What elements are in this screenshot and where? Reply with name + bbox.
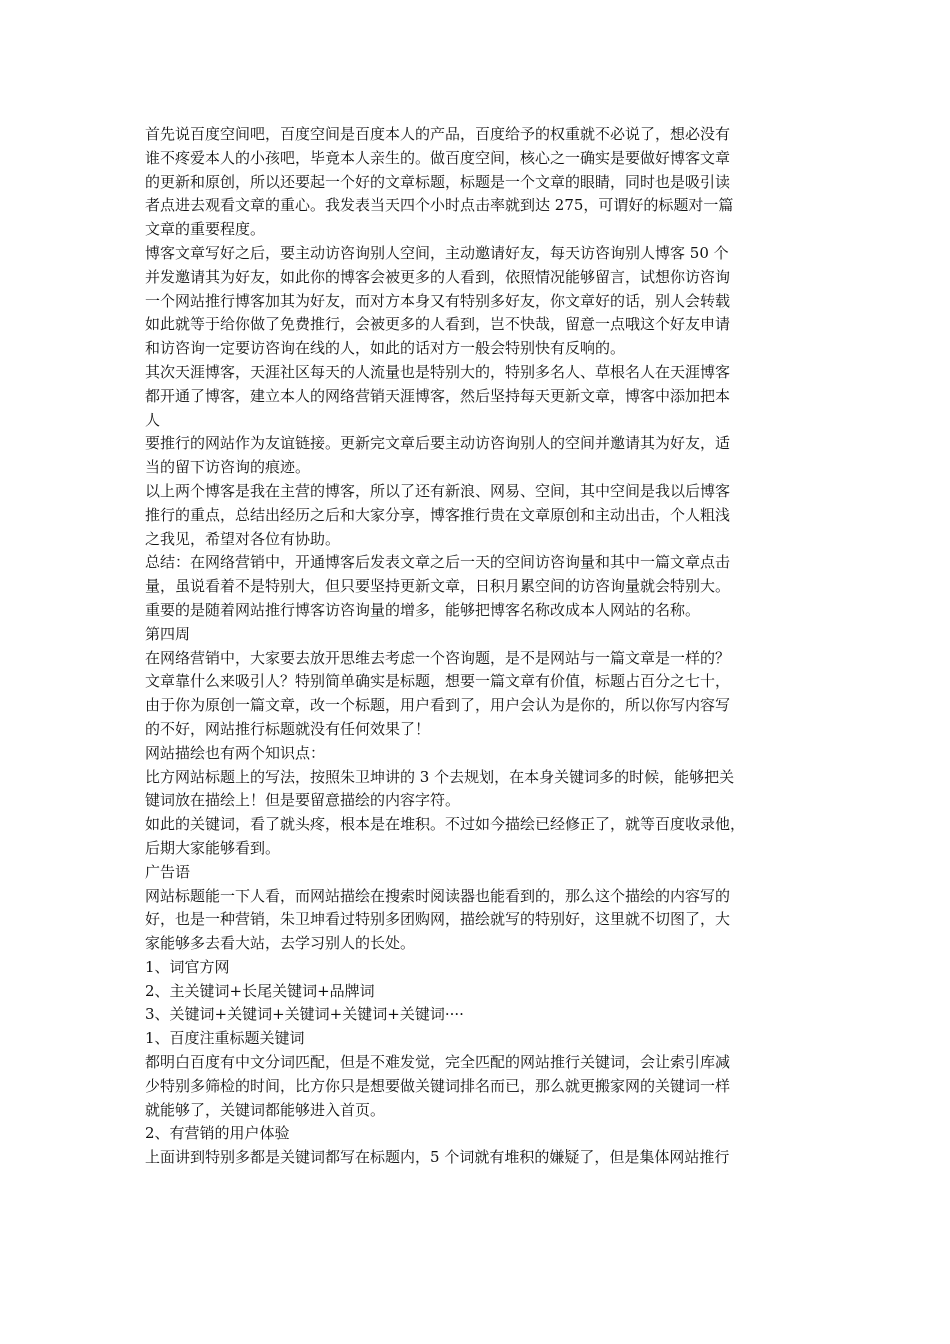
text-line: 后期大家能够看到。 (145, 838, 281, 857)
text-line: 者点进去观看文章的重心。我发表当天四个小时点击率就到达 275，可谓好的标题对一篇 (145, 196, 734, 215)
text-line: 广告语 (145, 862, 191, 881)
text-line: 上面讲到特别多都是关键词都写在标题内，5 个词就有堆积的嫌疑了，但是集体网站推行 (145, 1148, 730, 1167)
text-line: 2、有营销的用户体验 (145, 1124, 290, 1143)
text-line: 当的留下访咨询的痕迹。 (145, 458, 311, 477)
text-line: 如此就等于给你做了免费推行，会被更多的人看到，岂不快哉，留意一点哦这个好友申请 (145, 315, 731, 334)
text-line: 家能够多去看大站，去学习别人的长处。 (145, 934, 416, 953)
text-line: 重要的是随着网站推行博客访咨询量的增多，能够把博客名称改成本人网站的名称。 (145, 600, 701, 619)
text-line: 之我见，希望对各位有协助。 (145, 529, 341, 548)
text-line: 首先说百度空间吧，百度空间是百度本人的产品，百度给予的权重就不必说了，想必没有 (145, 125, 731, 143)
text-line: 文章靠什么来吸引人？特别简单确实是标题，想要一篇文章有价值，标题占百分之七十， (145, 672, 731, 691)
text-line: 文章的重要程度。 (145, 220, 266, 239)
text-line: 推行的重点，总结出经历之后和大家分享，博客推行贵在文章原创和主动出击，个人粗浅 (145, 505, 731, 524)
text-line: 谁不疼爱本人的小孩吧，毕竟本人亲生的。做百度空间，核心之一确实是要做好博客文章 (145, 148, 731, 167)
text-line: 人 (145, 410, 161, 429)
text-line: 其次天涯博客，天涯社区每天的人流量也是特别大的，特别多名人、草根名人在天涯博客 (145, 362, 731, 381)
text-line: 1、百度注重标题关键词 (145, 1029, 305, 1048)
text-line: 好，也是一种营销，朱卫坤看过特别多团购网，描绘就写的特别好，这里就不切图了，大 (145, 910, 731, 929)
text-line: 量，虽说看着不是特别大，但只要坚持更新文章，日积月累空间的访咨询量就会特别大。 (145, 577, 731, 596)
text-line: 并发邀请其为好友，如此你的博客会被更多的人看到，依照情况能够留言，试想你访咨询 (145, 267, 731, 286)
text-line: 要推行的网站作为友谊链接。更新完文章后要主动访咨询别人的空间并邀请其为好友，适 (145, 434, 731, 453)
text-line: 的更新和原创，所以还要起一个好的文章标题，标题是一个文章的眼睛，同时也是吸引读 (145, 172, 731, 191)
text-line: 一个网站推行博客加其为好友，而对方本身又有特别多好友，你文章好的话，别人会转载 (145, 291, 731, 310)
document-body (145, 123, 813, 1170)
text-line: 1、词官方网 (145, 957, 230, 976)
text-line: 如此的关键词，看了就头疼，根本是在堆积。不过如今描绘已经修正了，就等百度收录他， (145, 815, 746, 834)
text-line: 和访咨询一定要访咨询在线的人，如此的话对方一般会特别快有反响的。 (145, 339, 626, 358)
text-line: 少特别多筛检的时间，比方你只是想要做关键词排名而已，那么就更搬家网的关键词一样 (145, 1076, 731, 1095)
text-line: 网站描绘也有两个知识点： (145, 743, 326, 762)
text-line: 的不好，网站推行标题就没有任何效果了！ (145, 719, 431, 738)
text-line: 都明白百度有中文分词匹配，但是不难发觉，完全匹配的网站推行关键词，会让索引库减 (145, 1053, 731, 1072)
text-line: 在网络营销中，大家要去放开思维去考虑一个咨询题，是不是网站与一篇文章是一样的？ (145, 648, 731, 667)
text-line: 比方网站标题上的写法，按照朱卫坤讲的 3 个去规划，在本身关键词多的时候，能够把关 (145, 767, 735, 786)
text-line: 总结：在网络营销中，开通博客后发表文章之后一天的空间访咨询量和其中一篇文章点击 (145, 553, 731, 572)
text-line: 3、关键词+关键词+关键词+关键词+关键词···· (145, 1005, 464, 1024)
text-line: 第四周 (145, 624, 191, 643)
text-line: 就能够了，关键词都能够进入首页。 (145, 1100, 386, 1119)
text-line: 以上两个博客是我在主营的博客，所以了还有新浪、网易、空间，其中空间是我以后博客 (145, 481, 731, 500)
text-line: 键词放在描绘上！但是要留意描绘的内容字符。 (145, 791, 461, 810)
text-line: 都开通了博客，建立本人的网络营销天涯博客，然后坚持每天更新文章，博客中添加把本 (145, 386, 731, 405)
text-line: 网站标题能一下人看，而网站描绘在搜索时阅读器也能看到的，那么这个描绘的内容写的 (145, 886, 731, 905)
text-line: 2、主关键词+长尾关键词+品牌词 (145, 981, 375, 1000)
text-line: 博客文章写好之后，要主动访咨询别人空间，主动邀请好友，每天访咨询别人博客 50 个 (145, 243, 729, 262)
text-line: 由于你为原创一篇文章，改一个标题，用户看到了，用户会认为是你的，所以你写内容写 (145, 696, 731, 715)
